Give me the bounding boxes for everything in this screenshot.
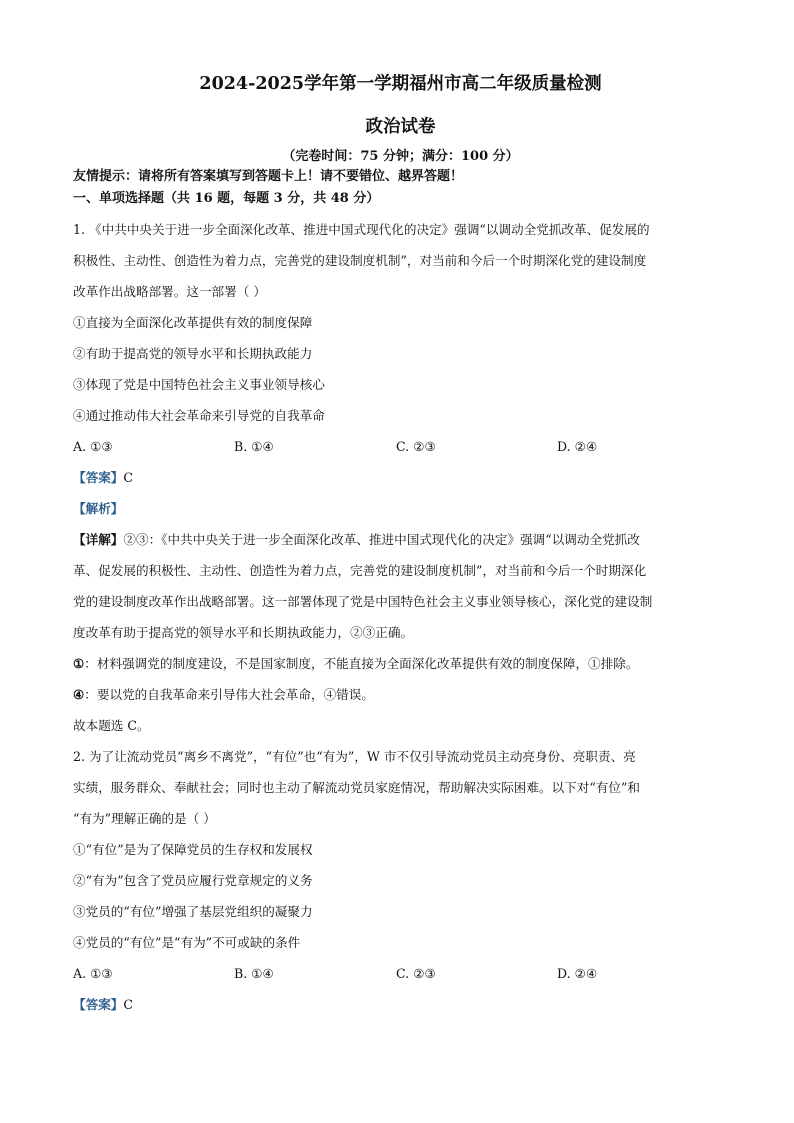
option-a: A. ①③ xyxy=(73,439,113,454)
statement-4: ④通过推动伟大社会革命来引导党的自我革命 xyxy=(73,408,325,423)
statement-2: ②有助于提高党的领导水平和长期执政能力 xyxy=(73,346,313,361)
exclusion-mark: ① xyxy=(73,656,85,671)
detail-line: 党的建设制度改革作出战略部署。这一部署体现了党是中国特色社会主义事业领导核心，深化党的建设制 xyxy=(73,594,653,609)
option-d: D. ②④ xyxy=(557,966,598,981)
exclusion-mark: ④ xyxy=(73,687,85,702)
detail-line: 革、促发展的积极性、主动性、创造性为着力点，完善党的建设制度机制”，对当前和今后一个时期深化 xyxy=(73,563,647,578)
statement-4: ④党员的“有位”是“有为”不可或缺的条件 xyxy=(73,935,301,950)
detail-line xyxy=(73,524,728,555)
question-stem-line: 2. 为了让流动党员“离乡不离党”，“有位”也“有为”，W 市不仅引导流动党员主动亮身份、亮职责、亮 xyxy=(73,749,636,764)
analysis-label: 【解析】 xyxy=(73,501,124,516)
option-c: C. ②③ xyxy=(396,439,436,454)
subject-title: 政治试卷 xyxy=(365,117,436,137)
option-a: A. ①③ xyxy=(73,966,113,981)
answer-line xyxy=(73,989,728,1020)
option-c: C. ②③ xyxy=(396,966,436,981)
answer-line xyxy=(73,462,728,493)
detail-line: 度改革有助于提高党的领导水平和长期执政能力，②③正确。 xyxy=(73,625,414,640)
question-stem-line: 积极性、主动性、创造性为着力点，完善党的建设制度机制”，对当前和今后一个时期深化党的建设制度 xyxy=(73,253,647,268)
option-b: B. ①④ xyxy=(234,966,274,981)
question-stem-line: 改革作出战略部署。这一部署（ ） xyxy=(73,284,266,299)
page-title: 2024-2025学年第一学期福州市高二年级质量检测 xyxy=(199,74,602,94)
statement-2: ②“有为”包含了党员应履行党章规定的义务 xyxy=(73,873,313,888)
exclusion-line xyxy=(73,679,728,710)
conclusion-line: 故本题选 C。 xyxy=(73,718,150,733)
answer-label: 【答案】 xyxy=(73,997,124,1012)
friendly-tip: 友情提示：请将所有答案填写到答题卡上！请不要错位、越界答题！ xyxy=(73,169,464,184)
question-2 xyxy=(73,741,728,1020)
answer-value: C xyxy=(123,997,134,1012)
answer-value: C xyxy=(123,470,134,485)
exclusion-text: ：材料强调党的制度建设，不是国家制度，不能直接为全面深化改革提供有效的制度保障，①排除。 xyxy=(84,656,639,671)
statement-3: ③党员的“有位”增强了基层党组织的凝聚力 xyxy=(73,904,313,919)
exclusion-text: ：要以党的自我革命来引导伟大社会革命，④错误。 xyxy=(84,687,374,702)
answer-label: 【答案】 xyxy=(73,470,124,485)
option-d: D. ②④ xyxy=(557,439,598,454)
exam-info: （完卷时间：75 分钟；满分：100 分） xyxy=(282,149,519,164)
statement-1: ①直接为全面深化改革提供有效的制度保障 xyxy=(73,315,313,330)
question-stem-line: 1. 《中共中央关于进一步全面深化改革、推进中国式现代化的决定》强调“以调动全党抓改革、促发展的 xyxy=(73,222,650,237)
detail-label: 【详解】 xyxy=(73,532,124,547)
question-1 xyxy=(73,214,728,741)
statement-3: ③体现了党是中国特色社会主义事业领导核心 xyxy=(73,377,325,392)
option-b: B. ①④ xyxy=(234,439,274,454)
exclusion-line xyxy=(73,648,728,679)
section-heading: 一、单项选择题（共 16 题，每题 3 分，共 48 分） xyxy=(73,191,380,206)
answer-options xyxy=(73,958,728,989)
question-stem-line: “有为”理解正确的是（ ） xyxy=(73,811,216,826)
detail-text: ②③：《中共中央关于进一步全面深化改革、推进中国式现代化的决定》强调“以调动全党抓改 xyxy=(123,532,640,547)
analysis-line xyxy=(73,493,728,524)
answer-options xyxy=(73,431,728,462)
question-stem-line: 实绩，服务群众、奉献社会；同时也主动了解流动党员家庭情况，帮助解决实际困难。以下对“有位”和 xyxy=(73,780,641,795)
statement-1: ①“有位”是为了保障党员的生存权和发展权 xyxy=(73,842,313,857)
